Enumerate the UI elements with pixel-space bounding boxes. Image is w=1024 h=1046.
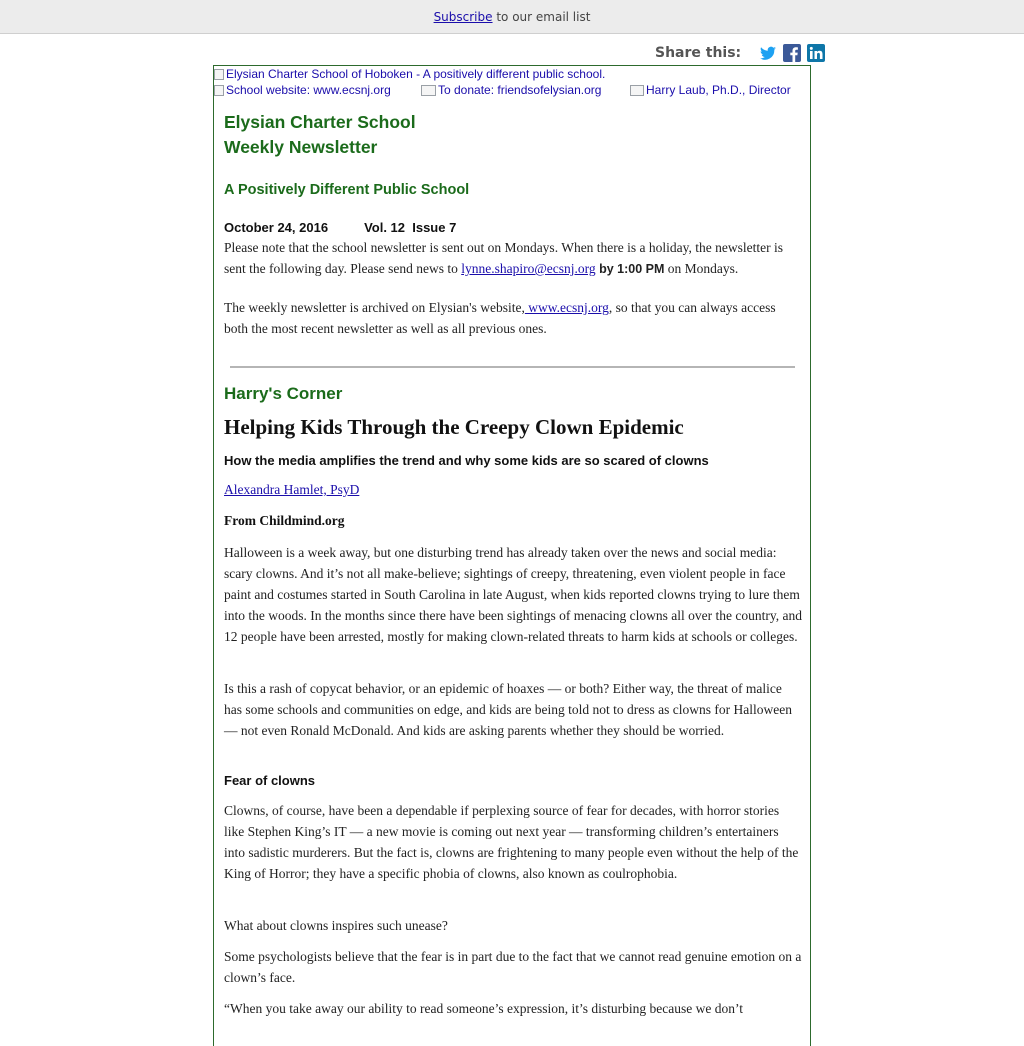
- article-source: From Childmind.org: [224, 513, 345, 528]
- deadline-text: by 1:00 PM: [595, 262, 665, 276]
- email-link[interactable]: lynne.shapiro@ecsnj.org: [461, 261, 596, 276]
- newsletter-subtitle: A Positively Different Public School: [224, 182, 470, 198]
- director-image[interactable]: [630, 83, 791, 97]
- article-paragraph-4: What about clowns inspires such unease?: [224, 918, 448, 933]
- article-paragraph-1: Halloween is a week away, but one disturbing trend has already taken over the news and social media: scary clowns. And it’s not all make-believe; sightings of creepy, threatening, even violent people in face paint and costumes started in South Carolina in late August, when kids reported clowns trying to lure them into the woods. In the months since there have been sightings of menacing clowns all over the country, and 12 people have been arrested, mostly for making clown-related threats to harm kids at schools or colleges.: [224, 545, 802, 644]
- broken-image-icon: [421, 85, 436, 96]
- section-heading: Harry's Corner: [224, 384, 343, 403]
- intro-text: Please note that the school newsletter is sent out on Mondays. When there is a holiday, the newsletter is sent the following day. Please send news to: [224, 240, 783, 276]
- twitter-icon[interactable]: [759, 44, 777, 62]
- article-paragraph-2: Is this a rash of copycat behavior, or an epidemic of hoaxes — or both? Either way, the threat of malice has some schools and communities on edge, and kids are being told not to dress as clowns for Halloween — not even Ronald McDonald. And kids are asking parents whether they should be worried.: [224, 681, 793, 738]
- newsletter-container: [213, 65, 811, 1046]
- title-line-2: Weekly Newsletter: [224, 137, 378, 157]
- issue-volume: Vol. 12 Issue 7: [364, 220, 457, 235]
- archive-text: The weekly newsletter is archived on Elysian's website,: [224, 300, 525, 315]
- article-headline: Helping Kids Through the Creepy Clown Epidemic: [224, 415, 684, 439]
- subscribe-link[interactable]: Subscribe: [433, 10, 493, 24]
- donate-alt-text: To donate: friendsofelysian.org: [438, 83, 602, 97]
- archive-paragraph: [224, 297, 802, 339]
- title-line-1: Elysian Charter School: [224, 112, 416, 132]
- issue-date: October 24, 2016: [224, 220, 329, 235]
- banner-alt-text: Elysian Charter School of Hoboken - A positively different public school.: [226, 67, 606, 81]
- linkedin-icon[interactable]: [807, 44, 825, 62]
- share-label: Share this:: [655, 45, 742, 61]
- donate-image[interactable]: [421, 83, 601, 97]
- intro-text-end: on Mondays.: [664, 261, 739, 276]
- banner-image[interactable]: [214, 67, 605, 81]
- author-link[interactable]: Alexandra Hamlet, PsyD: [224, 482, 360, 497]
- article-subhead: Fear of clowns: [224, 773, 316, 788]
- website-link[interactable]: www.ecsnj.org: [524, 300, 609, 315]
- website-alt-text: School website: www.ecsnj.org: [226, 83, 391, 97]
- article-paragraph-5: Some psychologists believe that the fear is in part due to the fact that we cannot read genuine emotion on a clown’s face.: [224, 949, 802, 985]
- section-divider: [230, 366, 795, 368]
- issue-dateline: [224, 220, 456, 235]
- newsletter-title: [224, 110, 416, 160]
- share-bar: [655, 44, 825, 62]
- broken-image-icon: [630, 85, 644, 96]
- broken-image-icon: [214, 69, 224, 80]
- intro-paragraph: [224, 237, 802, 280]
- article-paragraph-6: “When you take away our ability to read someone’s expression, it’s disturbing because we don’t: [224, 1001, 743, 1016]
- facebook-icon[interactable]: [783, 44, 801, 62]
- archive-text-end: , so that you can always access both the most recent newsletter as well as all previous ones.: [224, 300, 776, 336]
- article-dek: How the media amplifies the trend and why some kids are so scared of clowns: [224, 453, 709, 468]
- article-paragraph-3: Clowns, of course, have been a dependable if perplexing source of fear for decades, with horror stories like Stephen King’s IT — a new movie is coming out next year — transforming children’s entertainers into sadistic murderers. But the fact is, clowns are frightening to many people even without the help of the King of Horror; they have a specific phobia of clowns, also known as coulrophobia.: [224, 803, 799, 881]
- broken-image-icon: [214, 85, 224, 96]
- director-alt-text: Harry Laub, Ph.D., Director: [646, 83, 791, 97]
- subscribe-text: to our email list: [492, 10, 591, 24]
- subscribe-bar: [0, 0, 1024, 34]
- website-image[interactable]: [214, 83, 391, 97]
